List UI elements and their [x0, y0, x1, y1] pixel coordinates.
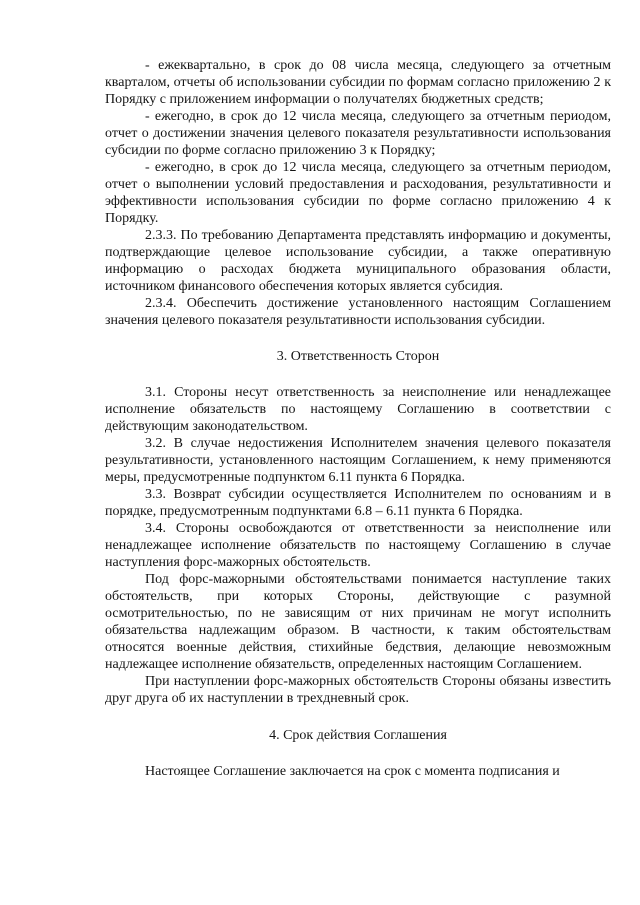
- paragraph-3-3: 3.3. Возврат субсидии осуществляется Исполнителем по основаниям и в порядке, предусмотренным подпунктами 6.8 – 6.11 пункта 6 Порядка.: [105, 487, 611, 519]
- paragraph-3-4: 3.4. Стороны освобождаются от ответственности за неисполнение или ненадлежащее исполнение обязательств по настоящему Соглашению в случае наступления форс-мажорных обстоятельств.: [105, 521, 611, 570]
- paragraph-annual-conditions-report: - ежегодно, в срок до 12 числа месяца, следующего за отчетным периодом, отчет о выполнении условий предоставления и расходования, результативности и эффективности использования субсидии по форме согласно приложению 4 к Порядку.: [105, 160, 611, 226]
- paragraph-3-1: 3.1. Стороны несут ответственность за неисполнение или ненадлежащее исполнение обязательств по настоящему Соглашению в соответствии с действующим законодательством.: [105, 385, 611, 434]
- document-page: [105, 57, 611, 780]
- paragraph-2-3-4: 2.3.4. Обеспечить достижение установленного настоящим Соглашением значения целевого показателя результативности использования субсидии.: [105, 296, 611, 328]
- paragraph-force-majeure-notice: При наступлении форс-мажорных обстоятельств Стороны обязаны известить друг друга об их наступлении в трехдневный срок.: [105, 674, 611, 706]
- paragraph-2-3-3: 2.3.3. По требованию Департамента представлять информацию и документы, подтверждающие целевое использование субсидии, а также оперативную информацию о расходах бюджета муниципального образования области, источником финансового обеспечения которых является субсидия.: [105, 228, 611, 294]
- paragraph-force-majeure-definition: Под форс-мажорными обстоятельствами понимается наступление таких обстоятельств, при которых Стороны, действующие с разумной осмотрительностью, по не зависящим от них причинам не могут исполнить обязательства надлежащим образом. В частности, к таким обстоятельствам относятся военные действия, стихийные бедствия, делающие невозможным надлежащее исполнение обязательств, определенных настоящим Соглашением.: [105, 572, 611, 672]
- paragraph-annual-target-report: - ежегодно, в срок до 12 числа месяца, следующего за отчетным периодом, отчет о достижении значения целевого показателя результативности использования субсидии по форме согласно приложению 3 к Порядку;: [105, 109, 611, 158]
- section-4-heading: 4. Срок действия Соглашения: [269, 728, 447, 743]
- section-3-heading: 3. Ответственность Сторон: [276, 349, 440, 364]
- paragraph-3-2: 3.2. В случае недостижения Исполнителем значения целевого показателя результативности, установленного настоящим Соглашением, к нему применяются меры, предусмотренные подпунктом 6.11 пункта 6 Порядка.: [105, 436, 611, 485]
- paragraph-quarterly-reports: - ежеквартально, в срок до 08 числа месяца, следующего за отчетным кварталом, отчеты об использовании субсидии по формам согласно приложению 2 к Порядку с приложением информации о получателях бюджетных средств;: [105, 58, 611, 107]
- paragraph-4-term: Настоящее Соглашение заключается на срок с момента подписания и: [145, 764, 560, 779]
